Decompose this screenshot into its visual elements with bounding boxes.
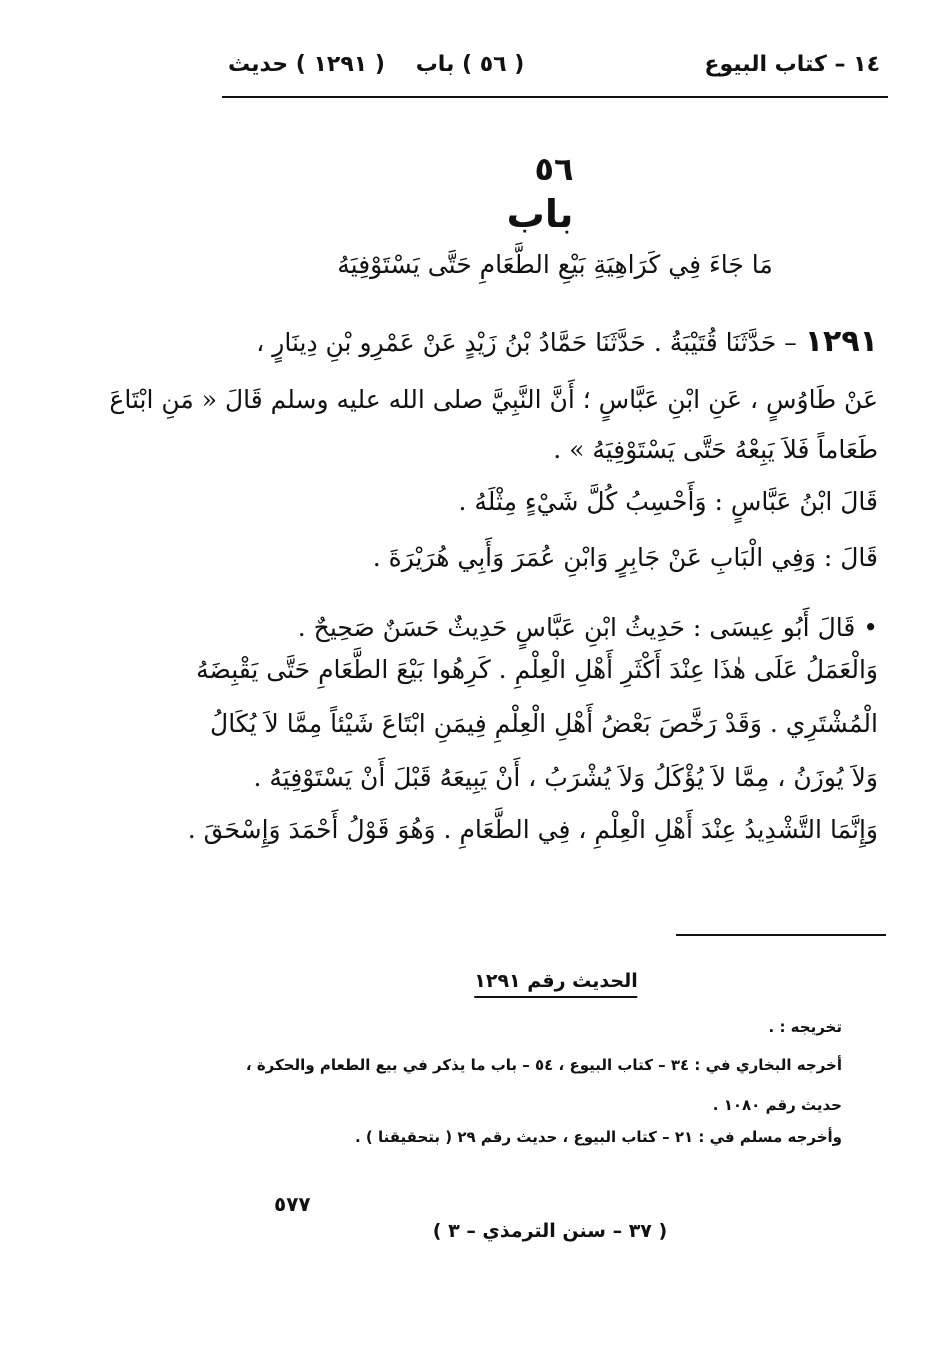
header-rule [222,96,888,98]
chapter-word: باب [506,192,574,236]
hadith-number: ١٢٩١ [804,324,878,359]
running-header-chapter: ( ٥٦ ) باب [415,52,525,77]
commentary-line-1: • قَالَ أَبُو عِيسَى : حَدِيثُ ابْنِ عَبَّاسٍ حَدِيثٌ حَسَنٌ صَحِيحٌ . [297,613,878,642]
chapter-title: مَا جَاءَ فِي كَرَاهِيَةِ بَيْعِ الطَّعَامِ حَتَّى يَسْتَوْفِيَهُ [337,250,773,279]
hadith-line-5: قَالَ : وَفِي الْبَابِ عَنْ جَابِرٍ وَابْنِ عُمَرَ وَأَبِي هُرَيْرَةَ . [372,543,878,572]
hadith-line-4: قَالَ ابْنُ عَبَّاسٍ : وَأَحْسِبُ كُلَّ شَيْءٍ مِثْلَهُ . [458,487,878,516]
footnote-label: تخريجه : . [768,1018,842,1036]
hadith-line-2: عَنْ طَاوُسٍ ، عَنِ ابْنِ عَبَّاسٍ ؛ أَنَّ النَّبِيَّ صلى الله عليه وسلم قَالَ « مَنِ ابْتَاعَ [109,385,878,414]
chapter-number: ٥٦ [534,150,574,188]
footnote-line-2: حديث رقم ١٠٨٠ . [712,1096,842,1114]
footnote-line-1: أخرجه البخاري في : ٣٤ – كتاب البيوع ، ٥٤ – باب ما يذكر في بيع الطعام والحكرة ، [245,1056,842,1074]
footnote-title: الحديث رقم ١٢٩١ [474,970,637,998]
running-header-hadith: ( ١٢٩١ ) حديث [228,52,385,77]
commentary-line-4: وَلاَ يُوزَنُ ، مِمَّا لاَ يُؤْكَلُ وَلاَ يُشْرَبُ ، أَنْ يَبِيعَهُ قَبْلَ أَنْ يَسْتَوْفِيَهُ . [253,763,878,792]
hadith-line-1 [256,322,878,363]
page-number: ٥٧٧ [274,1192,311,1216]
footnote-line-3: وأخرجه مسلم في : ٢١ – كتاب البيوع ، حديث رقم ٢٩ ( بتحقيقنا ) . [355,1128,842,1146]
hadith-line-3: طَعَاماً فَلاَ يَبِعْهُ حَتَّى يَسْتَوْفِيَهُ » . [553,435,878,464]
hadith-line-1-text: – حَدَّثَنَا قُتَيْبَةُ . حَدَّثَنَا حَمَّادُ بْنُ زَيْدٍ عَنْ عَمْرِو بْنِ دِينَارٍ ، [256,328,797,357]
running-header-book: ١٤ – كتاب البيوع [704,52,880,77]
signature-mark: ( ٣٧ – سنن الترمذي – ٣ ) [432,1220,668,1242]
commentary-line-2: وَالْعَمَلُ عَلَى هٰذَا عِنْدَ أَكْثَرِ أَهْلِ الْعِلْمِ . كَرِهُوا بَيْعَ الطَّعَامِ حَتَّى يَقْبِضَهُ [196,655,878,684]
footnote-separator [676,934,886,936]
commentary-line-5: وَإِنَّمَا التَّشْدِيدُ عِنْدَ أَهْلِ الْعِلْمِ ، فِي الطَّعَامِ . وَهُوَ قَوْلُ أَحْمَدَ وَإِسْحَقَ . [187,815,878,844]
commentary-line-3: الْمُشْتَرِي . وَقَدْ رَخَّصَ بَعْضُ أَهْلِ الْعِلْمِ فِيمَنِ ابْتَاعَ شَيْئاً مِمَّا لاَ يُكَالُ [210,709,878,738]
